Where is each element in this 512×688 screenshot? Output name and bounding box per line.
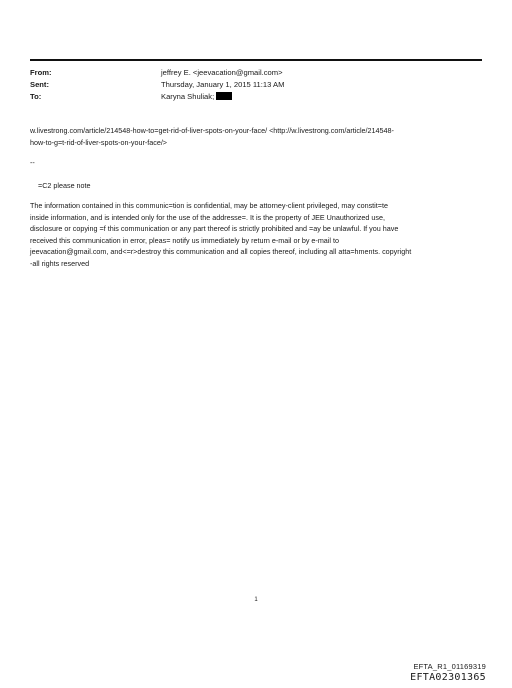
bates-number-secondary: EFTA02301365 (410, 672, 486, 683)
to-row (30, 91, 482, 103)
from-row (30, 67, 482, 79)
disclaimer-line-2: inside information, and is intended only for the use of the addresse=. It is the property of JEE Unauthorized use, (30, 212, 385, 222)
disclaimer-line-6: -all rights reserved (30, 258, 90, 268)
page-number: 1 (254, 597, 258, 603)
from-value: jeffrey E. <jeevacation@gmail.com> (161, 68, 283, 77)
to-value: Karyna Shuliak; (161, 92, 215, 101)
link-line-2: how-to-g=t-rid-of-liver-spots-on-your-face/> (30, 137, 168, 147)
sent-value: Thursday, January 1, 2015 11:13 AM (161, 80, 285, 89)
signature-separator: -- (30, 158, 35, 167)
sent-row (30, 79, 482, 91)
link-line-1: w.livestrong.com/article/214548-how-to=get-rid-of-liver-spots-on-your-face/ <http://w.livestrong.com/article/214548- (30, 126, 394, 135)
to-value-wrapper (161, 91, 232, 103)
disclaimer-line-3: disclosure or copying =f this communication or any part thereof is strictly prohibited and =ay be unlawful. If you have (30, 224, 399, 233)
please-note-line: =C2 please note (38, 181, 91, 190)
redaction-box (216, 92, 232, 100)
header-rule (30, 59, 482, 61)
email-headers (30, 67, 482, 103)
from-label: From: (30, 68, 52, 77)
disclaimer-line-1: The information contained in this communic=tion is confidential, may be attorney-client privileged, may constit=te (30, 201, 388, 210)
bates-number-primary: EFTA_R1_01169319 (413, 662, 486, 671)
to-label: To: (30, 92, 42, 101)
sent-label: Sent: (30, 80, 49, 89)
link-paragraph (30, 125, 485, 148)
disclaimer-line-5: jeevacation@gmail.com, and<=r>destroy this communication and all copies thereof, including all atta=hments. copyright (30, 247, 412, 256)
disclaimer-paragraph (30, 200, 485, 269)
disclaimer-line-4: received this communication in error, pleas= notify us immediately by return e-mail or by e-mail to (30, 235, 339, 245)
